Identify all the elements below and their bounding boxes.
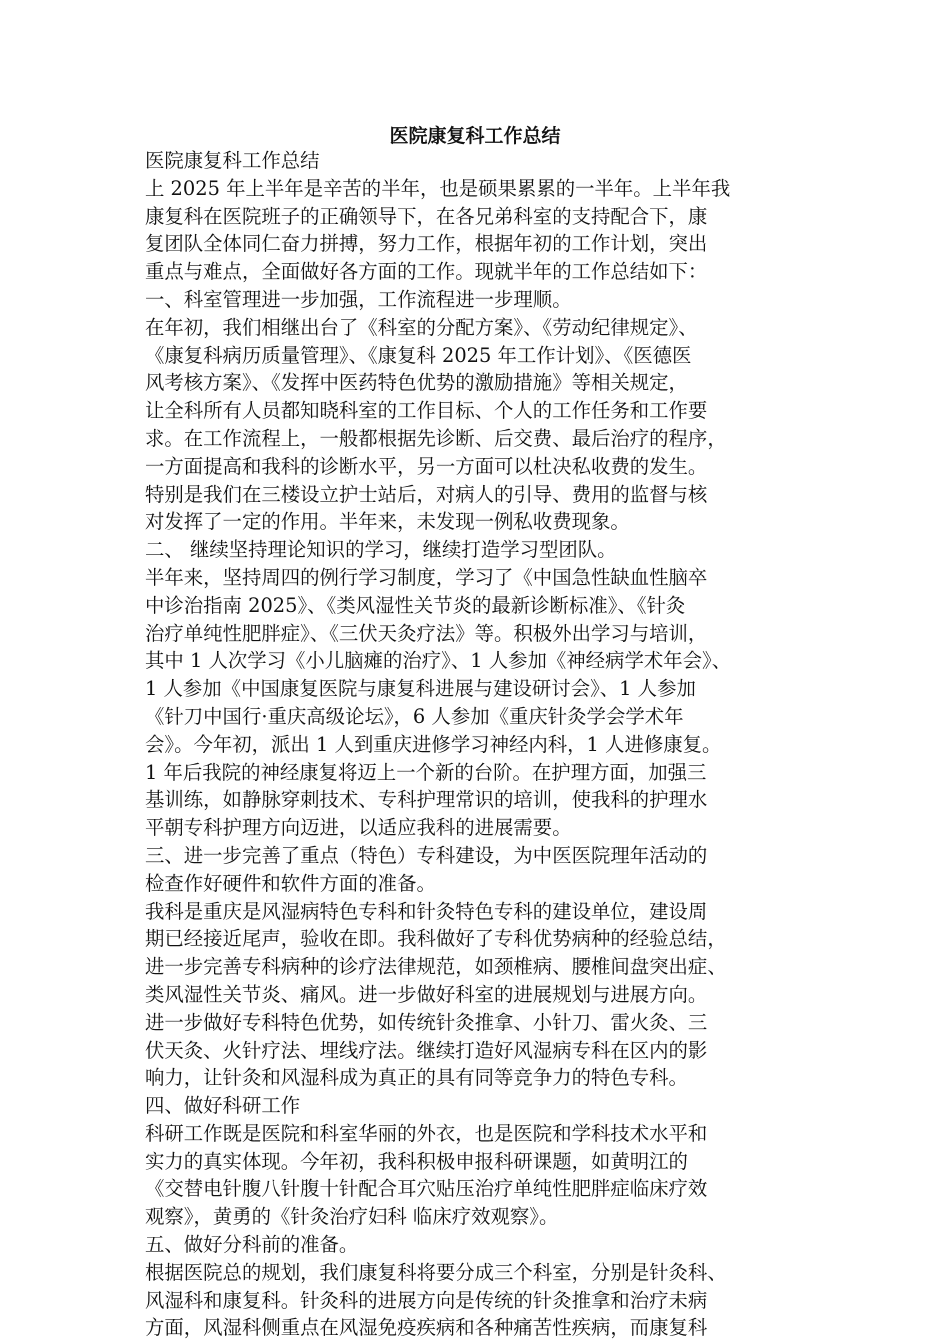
body-line: 进一步做好专科特色优势，如传统针灸推拿、小针刀、雷火灸、三	[145, 1010, 708, 1034]
body-line: 风考核方案》、《发挥中医药特色优势的激励措施》等相关规定，	[145, 371, 688, 395]
body-line: 实力的真实体现。今年初，我科积极申报科研课题，如黄明江的	[145, 1149, 688, 1173]
body-line: 进一步完善专科病种的诊疗法律规范，如颈椎病、腰椎间盘突出症、	[145, 955, 727, 979]
body-line: 求。在工作流程上，一般都根据先诊断、后交费、最后治疗的程序，	[145, 426, 727, 450]
body-line: 一方面提高和我科的诊断水平，另一方面可以杜决私收费的发生。	[145, 454, 708, 478]
body-line: 中诊治指南 2025》、《类风湿性关节炎的最新诊断标准》、《针灸	[145, 593, 686, 617]
body-line: 让全科所有人员都知晓科室的工作目标、个人的工作任务和工作要	[145, 399, 708, 423]
section-heading-1: 一、科室管理进一步加强，工作流程进一步理顺。	[145, 287, 572, 311]
body-line: 根据医院总的规划，我们康复科将要分成三个科室，分别是针灸科、	[145, 1260, 727, 1284]
document-body	[145, 147, 825, 1342]
section-heading-3: 三、进一步完善了重点（特色）专科建设，为中医医院理年活动的	[145, 843, 708, 867]
section-heading-3-cont: 检查作好硬件和软件方面的准备。	[145, 871, 436, 895]
body-line: 平朝专科护理方向迈进，以适应我科的进展需要。	[145, 816, 572, 840]
body-line: 我科是重庆是风湿病特色专科和针灸特色专科的建设单位，建设周	[145, 899, 708, 923]
body-line: 科研工作既是医院和科室华丽的外衣，也是医院和学科技术水平和	[145, 1121, 708, 1145]
section-heading-5: 五、做好分科前的准备。	[145, 1233, 359, 1257]
body-line: 《针刀中国行·重庆高级论坛》，6 人参加《重庆针灸学会学术年	[145, 704, 684, 728]
section-heading-4: 四、做好科研工作	[145, 1094, 301, 1118]
body-line: 治疗单纯性肥胖症》、《三伏天灸疗法》等。积极外出学习与培训，	[145, 621, 708, 645]
body-line: 半年来，坚持周四的例行学习制度，学习了《中国急性缺血性脑卒	[145, 565, 708, 589]
body-line: 其中 1 人次学习《小儿脑瘫的治疗》、1 人参加《神经病学术年会》、	[145, 649, 732, 673]
body-line: 特别是我们在三楼设立护士站后，对病人的引导、费用的监督与核	[145, 482, 708, 506]
body-line: 康复科在医院班子的正确领导下，在各兄弟科室的支持配合下，康	[145, 204, 708, 228]
body-line: 在年初，我们相继出台了《科室的分配方案》、《劳动纪律规定》、	[145, 315, 698, 339]
body-line: 复团队全体同仁奋力拼搏，努力工作，根据年初的工作计划，突出	[145, 232, 708, 256]
body-line: 重点与难点，全面做好各方面的工作。现就半年的工作总结如下：	[145, 260, 708, 284]
body-line: 1 年后我院的神经康复将迈上一个新的台阶。在护理方面，加强三	[145, 760, 707, 784]
document-title: 医院康复科工作总结	[389, 125, 561, 147]
body-line: 方面，风湿科侧重点在风湿免疫疾病和各种痛苦性疾病，而康复科	[145, 1316, 708, 1340]
body-line: 观察》，黄勇的《针灸治疗妇科 临床疗效观察》。	[145, 1205, 559, 1229]
body-line: 1 人参加《中国康复医院与康复科进展与建设研讨会》、1 人参加	[145, 677, 696, 701]
body-line: 风湿科和康复科。针灸科的进展方向是传统的针灸推拿和治疗未病	[145, 1288, 708, 1312]
body-line: 会》。今年初，派出 1 人到重庆进修学习神经内科，1 人进修康复。	[145, 732, 722, 756]
body-line: 基训练，如静脉穿刺技术、专科护理常识的培训，使我科的护理水	[145, 788, 708, 812]
body-line: 医院康复科工作总结	[145, 149, 320, 172]
section-heading-2: 二、 继续坚持理论知识的学习，继续打造学习型团队。	[145, 538, 617, 562]
body-line: 类风湿性关节炎、痛风。进一步做好科室的进展规划与进展方向。	[145, 982, 708, 1006]
body-line: 《交替电针腹八针腹十针配合耳穴贴压治疗单纯性肥胖症临床疗效	[145, 1177, 708, 1201]
body-line: 响力，让针灸和风湿科成为真正的具有同等竞争力的特色专科。	[145, 1066, 688, 1090]
body-line: 《康复科病历质量管理》、《康复科 2025 年工作计划》、《医德医	[145, 343, 692, 367]
body-line: 对发挥了一定的作用。半年来，未发现一例私收费现象。	[145, 510, 630, 534]
body-line: 期已经接近尾声，验收在即。我科做好了专科优势病种的经验总结，	[145, 927, 727, 951]
body-line: 伏天灸、火针疗法、埋线疗法。继续打造好风湿病专科在区内的影	[145, 1038, 708, 1062]
body-line: 上 2025 年上半年是辛苦的半年，也是硕果累累的一半年。上半年我	[145, 176, 731, 200]
